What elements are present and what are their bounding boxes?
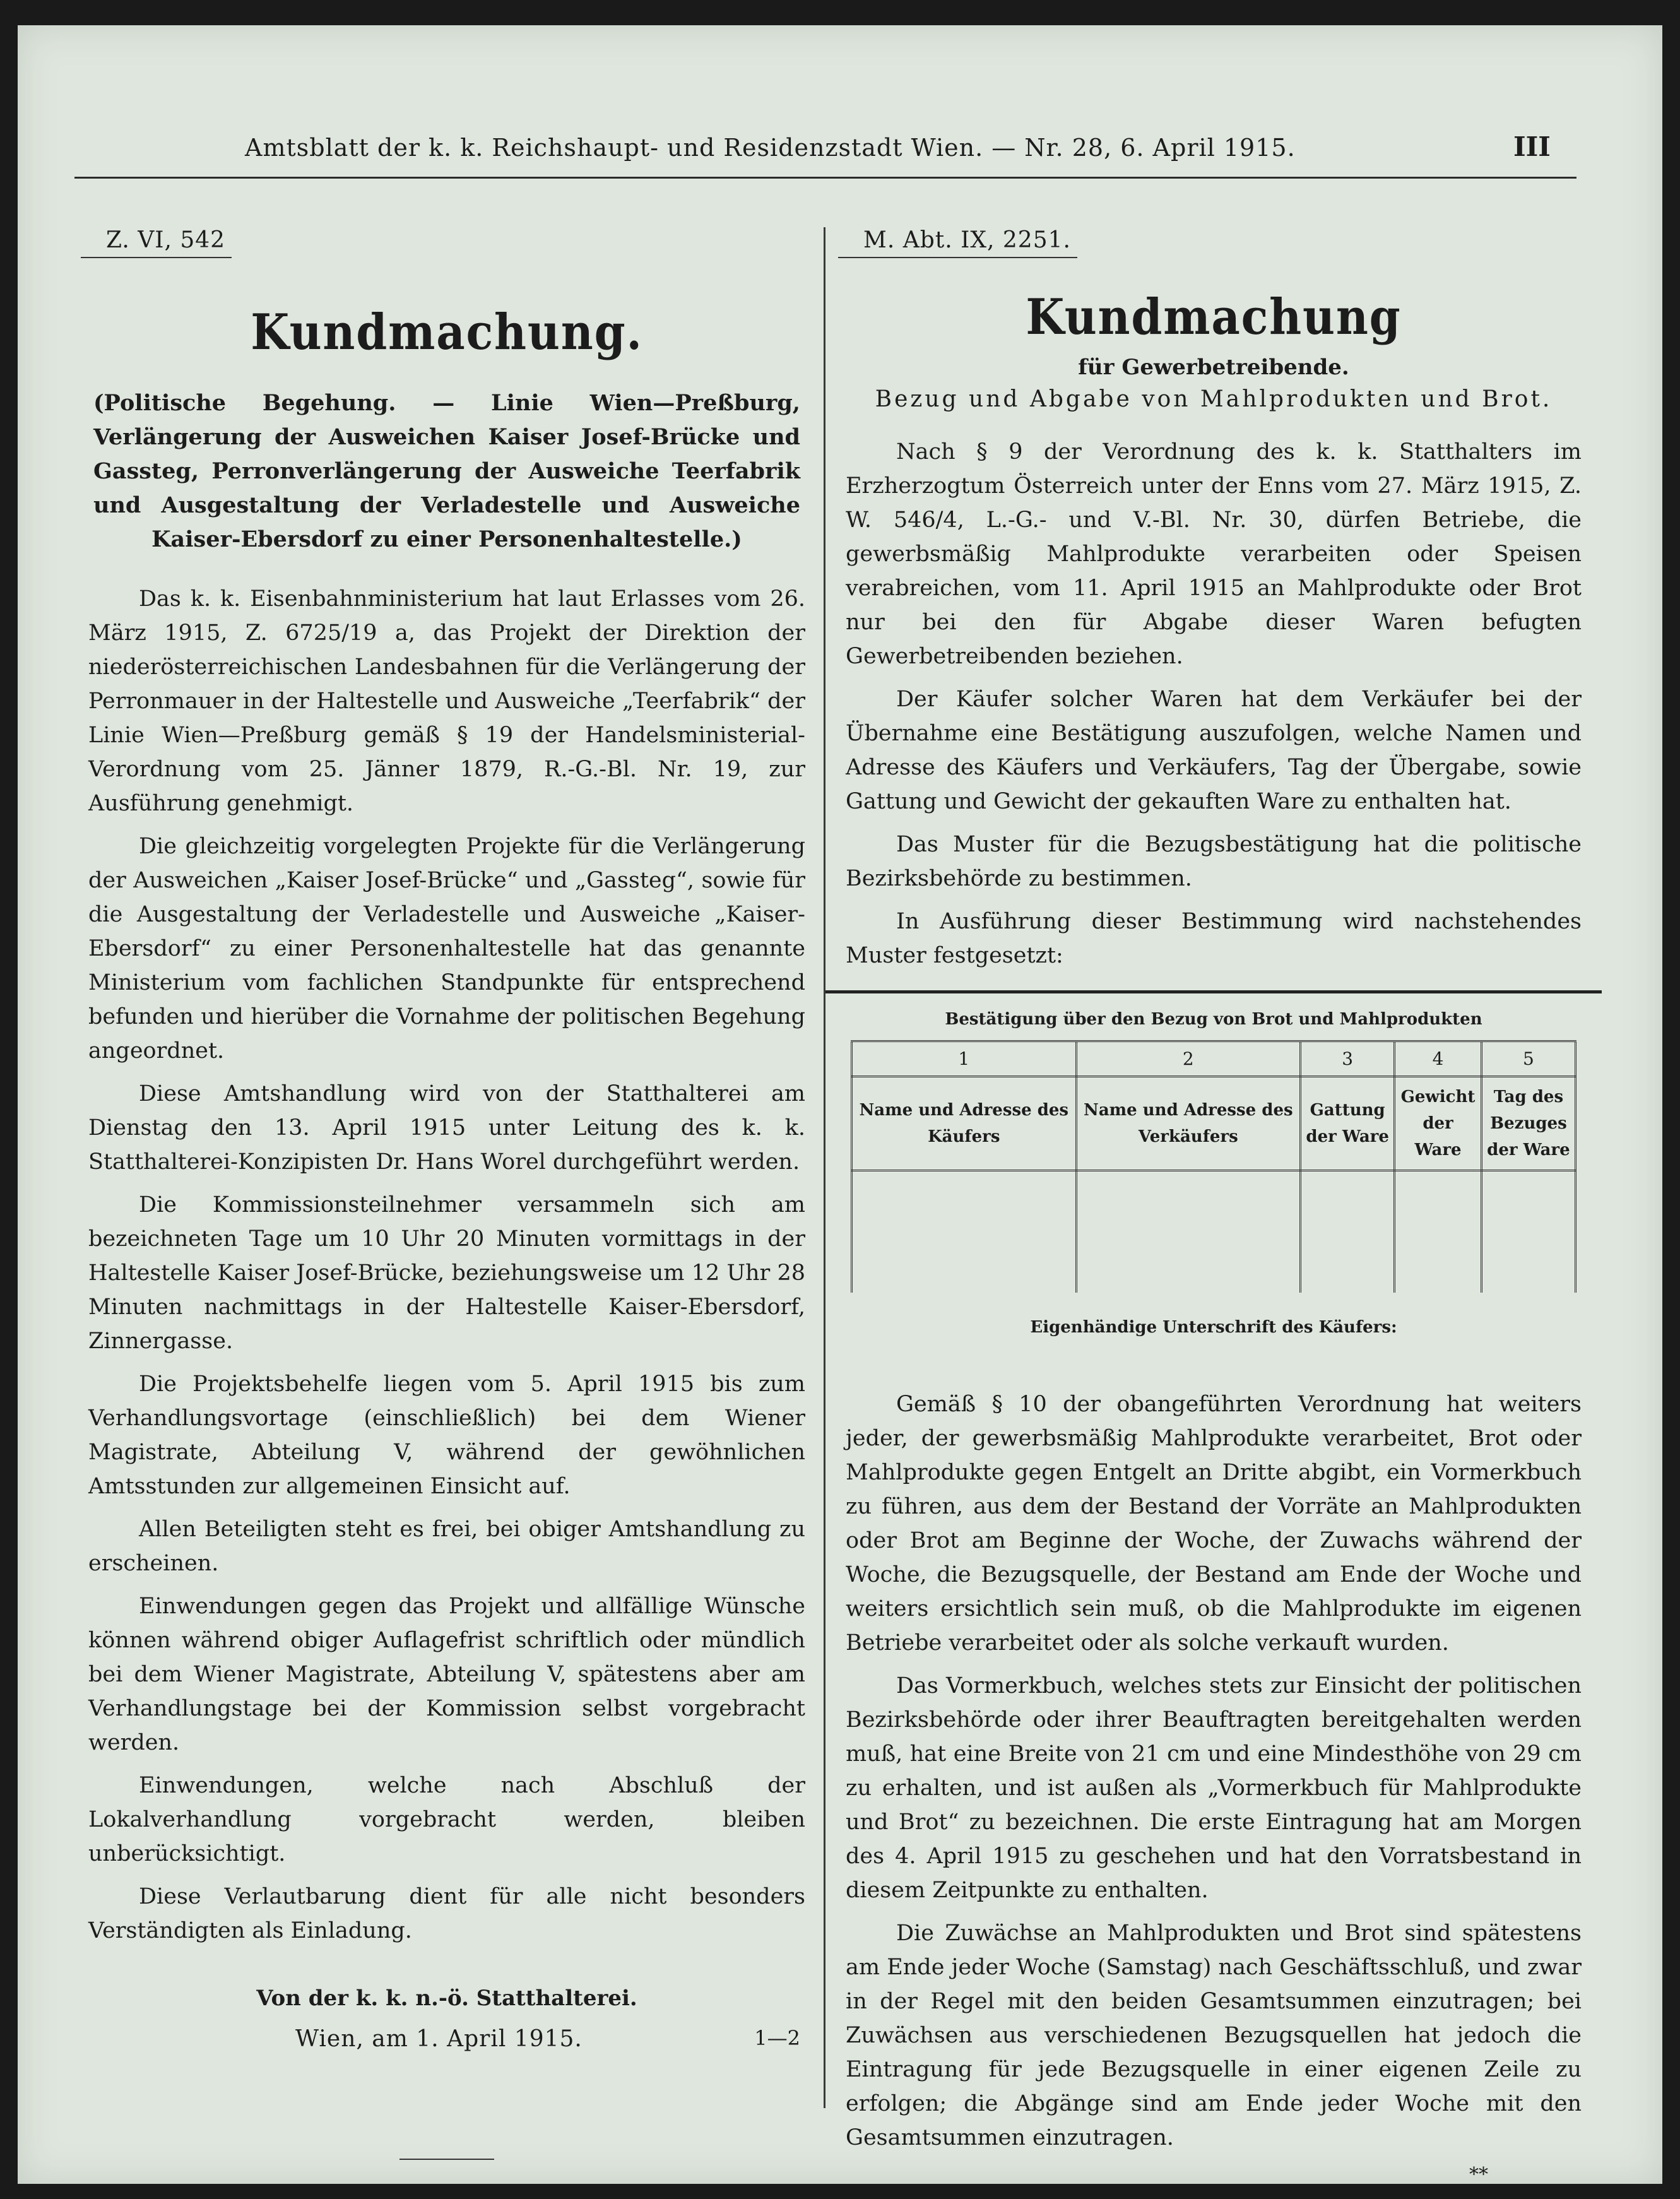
- right-paragraph: Gemäß § 10 der obangeführten Verordnung hat weiters jeder, der gewerbsmäßig Mahlprodukte verarbeitet, Brot oder Mahlprodukte gegen Entgelt an Dritte abgibt, ein Vormerkbuch zu führen, aus dem der Bestand der Vorräte an Mahlprodukten oder Brot am Beginne der Woche, der Zuwachs während der Woche, die Bezugsquelle, der Bestand am Ende der Woche und weiters ersichtlich sein muß, ob die Mahlprodukte im eigenen Betriebe verarbeitet oder als solche verkauft wurden.: [846, 1392, 1582, 1656]
- newspaper-page: [18, 25, 1662, 2184]
- right-paragraph: Der Käufer solcher Waren hat dem Verkäufer bei der Übernahme eine Bestätigung auszufolgen, welche Namen und Adresse des Käufers und Verkäufers, Tag der Übergabe, sowie Gattung und Gewicht der gekauften Ware zu enthalten hat.: [846, 687, 1582, 814]
- column-number: 1: [852, 1041, 1077, 1077]
- left-paragraph: Die Kommissionsteilnehmer versammeln sich am bezeichneten Tage um 10 Uhr 20 Minuten vormittags in der Haltestelle Kaiser Josef-Brücke, beziehungsweise um 12 Uhr 28 Minuten nachmittags in der Haltestelle Kaiser-Ebersdorf, Zinnergasse.: [88, 1192, 805, 1354]
- column-number: 4: [1395, 1041, 1482, 1077]
- table-caption: Bestätigung über den Bezug von Brot und Mahlprodukten: [852, 1002, 1576, 1041]
- left-paragraph: Diese Verlautbarung dient für alle nicht besonders Verständigten als Einladung.: [88, 1884, 805, 1943]
- right-paragraph: Das Vormerkbuch, welches stets zur Einsicht der politischen Bezirksbehörde oder ihrer Beauftragten bereitgehalten werden muß, hat eine Breite von 21 cm und eine Mindesthöhe von 29 cm zu erhalten, und ist außen als „Vormerkbuch für Mahlprodukte und Brot“ zu bezeichnen. Die erste Eintragung hat am Morgen des 4. April 1915 zu geschehen und hat den Vorratsbestand in diesem Zeitpunkte zu enthalten.: [846, 1673, 1582, 1903]
- right-column: [838, 227, 1589, 2186]
- issuing-authority: Von der k. k. n.-ö. Statthalterei.: [256, 1986, 637, 2011]
- right-title: Kundmachung: [1026, 288, 1402, 346]
- blank-cell: [1301, 1171, 1395, 1293]
- right-paragraph: Nach § 9 der Verordnung des k. k. Statthalters im Erzherzogtum Österreich unter der Enns vom 27. März 1915, Z. W. 546/4, L.-G.- und V.-Bl. Nr. 30, dürfen Betriebe, die gewerbsmäßig Mahlprodukte verarbeiten oder Speisen verabreichen, vom 11. April 1915 an Mahlprodukte oder Brot nur bei den für Abgabe dieser Waren befugten Gewerbetreibenden beziehen.: [846, 439, 1582, 669]
- table-top-rule: [825, 990, 1602, 993]
- place-date: Wien, am 1. April 1915.: [295, 2026, 583, 2052]
- confirmation-table: [851, 1002, 1576, 1293]
- left-paragraph: Einwendungen, welche nach Abschluß der Lokalverhandlung vorgebracht werden, bleiben unberücksichtigt.: [88, 1773, 805, 1866]
- insertion-number: 1—2: [754, 2026, 800, 2050]
- right-paragraph: Das Muster für die Bezugsbestätigung hat die politische Bezirksbehörde zu bestimmen.: [846, 832, 1582, 891]
- column-number: 3: [1301, 1041, 1395, 1077]
- blank-cell: [1076, 1171, 1301, 1293]
- column-heading: Tag des Bezuges der Ware: [1481, 1077, 1575, 1171]
- right-reference-number: M. Abt. IX, 2251.: [838, 227, 1077, 258]
- column-heading: Name und Adresse des Verkäufers: [1076, 1077, 1301, 1171]
- left-reference-number: Z. VI, 542: [81, 227, 232, 258]
- left-title: Kundmachung.: [251, 304, 643, 361]
- running-header: Amtsblatt der k. k. Reichshaupt- und Residenzstadt Wien. — Nr. 28, 6. April 1915.: [245, 134, 1296, 162]
- right-paragraph: Die Zuwächse an Mahlprodukten und Brot sind spätestens am Ende jeder Woche (Samstag) nach Geschäftsschluß, und zwar in der Regel mit den beiden Gesamtsummen einzutragen; bei Zuwächsen aus verschiedenen Bezugsquellen hat jedoch die Eintragung für jede Bezugsquelle in einer eigenen Zeile zu erfolgen; die Abgänge sind am Ende jeder Woche mit den Gesamtsummen einzutragen.: [846, 1921, 1582, 2150]
- right-subtitle: Bezug und Abgabe von Mahlprodukten und Brot.: [875, 386, 1553, 412]
- blank-cell: [852, 1171, 1077, 1293]
- column-number: 2: [1076, 1041, 1301, 1077]
- left-paragraph: Diese Amtshandlung wird von der Statthalterei am Dienstag den 13. April 1915 unter Leitung des k. k. Statthalterei-Konzipisten Dr. Hans Worel durchgeführt werden.: [88, 1081, 805, 1175]
- left-paragraph: Die Projektsbehelfe liegen vom 5. April 1915 bis zum Verhandlungsvortage (einschließlich) bei dem Wiener Magistrate, Abteilung V, während der gewöhnlichen Amtsstunden zur allgemeinen Einsicht auf.: [88, 1372, 805, 1499]
- place-date-row: [81, 2026, 813, 2058]
- column-heading: Gattung der Ware: [1301, 1077, 1395, 1171]
- column-heading: Name und Adresse des Käufers: [852, 1077, 1077, 1171]
- right-subtitle-bold: für Gewerbetreibende.: [1078, 355, 1349, 380]
- column-heading: Gewicht der Ware: [1395, 1077, 1482, 1171]
- left-paragraph: Das k. k. Eisenbahnministerium hat laut Erlasses vom 26. März 1915, Z. 6725/19 a, das Projekt der Direktion der niederösterreichischen Landesbahnen für die Verlängerung der Perronmauer in der Haltestelle und Ausweiche „Teerfabrik“ der Linie Wien—Preßburg gemäß § 19 der Handelsministerial-Verordnung vom 25. Jänner 1879, R.-G.-Bl. Nr. 19, zur Ausführung genehmigt.: [88, 586, 805, 816]
- right-paragraph: In Ausführung dieser Bestimmung wird nachstehendes Muster festgesetzt:: [846, 909, 1582, 968]
- left-subject-note: (Politische Begehung. — Linie Wien—Preßburg, Verlängerung der Ausweichen Kaiser Josef-Brücke und Gassteg, Perronverlängerung der Ausweiche Teerfabrik und Ausgestaltung der Verladestelle und Ausweiche Kaiser-Ebersdorf zu einer Personenhaltestelle.): [93, 390, 800, 552]
- left-column: [81, 227, 813, 2160]
- page-number: III: [1513, 131, 1551, 162]
- signature-line: Eigenhändige Unterschrift des Käufers:: [1030, 1318, 1397, 1337]
- left-paragraph: Allen Beteiligten steht es frei, bei obiger Amtshandlung zu erscheinen.: [88, 1517, 805, 1576]
- blank-cell: [1481, 1171, 1575, 1293]
- left-paragraph: Die gleichzeitig vorgelegten Projekte für die Verlängerung der Ausweichen „Kaiser Josef-Brücke“ und „Gassteg“, sowie für die Ausgestaltung der Verladestelle und Ausweiche „Kaiser-Ebersdorf“ zu einer Personenhaltestelle hat das genannte Ministerium vom fachlichen Standpunkte für entsprechend befunden und hierüber die Vornahme der politischen Begehung angeordnet.: [88, 834, 805, 1064]
- form-template: [825, 990, 1602, 1337]
- blank-cell: [1395, 1171, 1482, 1293]
- end-rule: [399, 2159, 494, 2160]
- end-mark: **: [1469, 2164, 1488, 2186]
- column-number: 5: [1481, 1041, 1575, 1077]
- left-paragraph: Einwendungen gegen das Projekt und allfällige Wünsche können während obiger Auflagefrist schriftlich oder mündlich bei dem Wiener Magistrate, Abteilung V, spätestens aber am Verhandlungstage bei der Kommission selbst vorgebracht werden.: [88, 1594, 805, 1755]
- header-rule: [74, 177, 1576, 179]
